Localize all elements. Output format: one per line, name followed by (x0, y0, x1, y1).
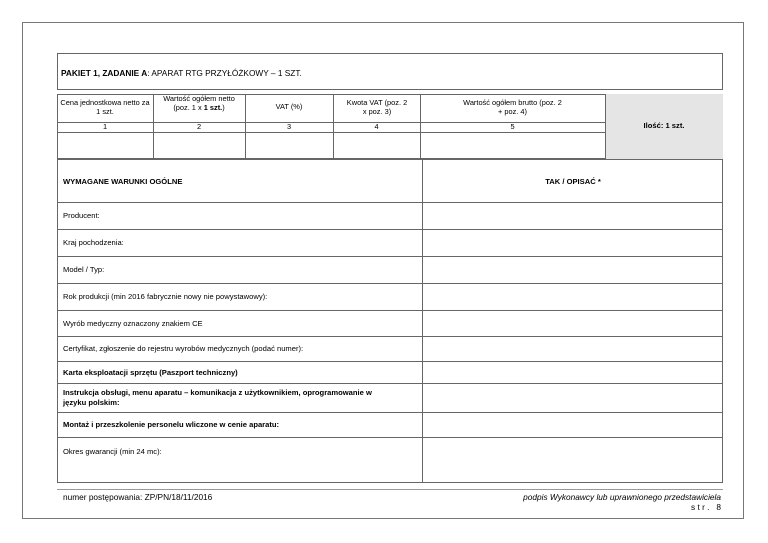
row-instrukcja-line1: Instrukcja obsługi, menu aparatu – komunikacja z użytkownikiem, oprogramowanie w (63, 388, 372, 397)
row-producent: Producent: (63, 211, 100, 220)
row-wyrob-ce: Wyrób medyczny oznaczony znakiem CE (63, 319, 203, 328)
footer-case-number: numer postępowania: ZP/PN/18/11/2016 (63, 492, 213, 502)
footer-rule (57, 489, 723, 490)
col2-formula: (poz. 1 x 1 szt.) (173, 102, 225, 112)
col-number-2: 2 (196, 122, 202, 131)
requirements-header-right: TAK / OPISAĆ * (545, 177, 601, 186)
row-instrukcja-line2: języku polskim: (63, 398, 120, 407)
col1-header: Cena jednostkowa netto za 1 szt. (60, 98, 150, 116)
row-montaz: Montaż i przeszkolenie personelu wliczone w cenie aparatu: (63, 420, 280, 429)
col2-header: Wartość ogółem netto (poz. 1 x 1 szt.) (154, 95, 244, 112)
requirements-header-left: WYMAGANE WARUNKI OGÓLNE (63, 177, 183, 186)
row-model-typ: Model / Typ: (63, 265, 105, 274)
row-certyfikat: Certyfikat, zgłoszenie do rejestru wyrobów medycznych (podać numer): (63, 344, 304, 353)
col-number-1: 1 (102, 122, 108, 131)
title-rest: : APARAT RTG PRZYŁÓŻKOWY – 1 SZT. (147, 68, 302, 78)
row-rok-produkcji: Rok produkcji (min 2016 fabrycznie nowy nie powystawowy): (63, 292, 268, 301)
row-okres-gwarancji: Okres gwarancji (min 24 mc): (63, 447, 162, 456)
col-number-4: 4 (374, 122, 379, 131)
footer-signature: podpis Wykonawcy lub uprawnionego przedstawiciela (523, 492, 721, 502)
col-number-3: 3 (286, 122, 292, 131)
row-kraj-pochodzenia: Kraj pochodzenia: (63, 238, 124, 247)
row-karta-eksploatacji: Karta eksploatacji sprzętu (Paszport techniczny) (63, 368, 238, 377)
col5-header: Wartość ogółem brutto (poz. 2 + poz. 4) (463, 98, 562, 116)
col4-header: Kwota VAT (poz. 2 x poz. 3) (346, 98, 408, 116)
footer-page-number: s t r . 8 (691, 502, 721, 512)
title-bold: PAKIET 1, ZADANIE A (61, 68, 148, 78)
quantity-label: Ilość: 1 szt. (643, 121, 685, 130)
col3-header: VAT (%) (275, 102, 303, 111)
col-number-5: 5 (510, 122, 515, 131)
page-title (61, 68, 302, 78)
